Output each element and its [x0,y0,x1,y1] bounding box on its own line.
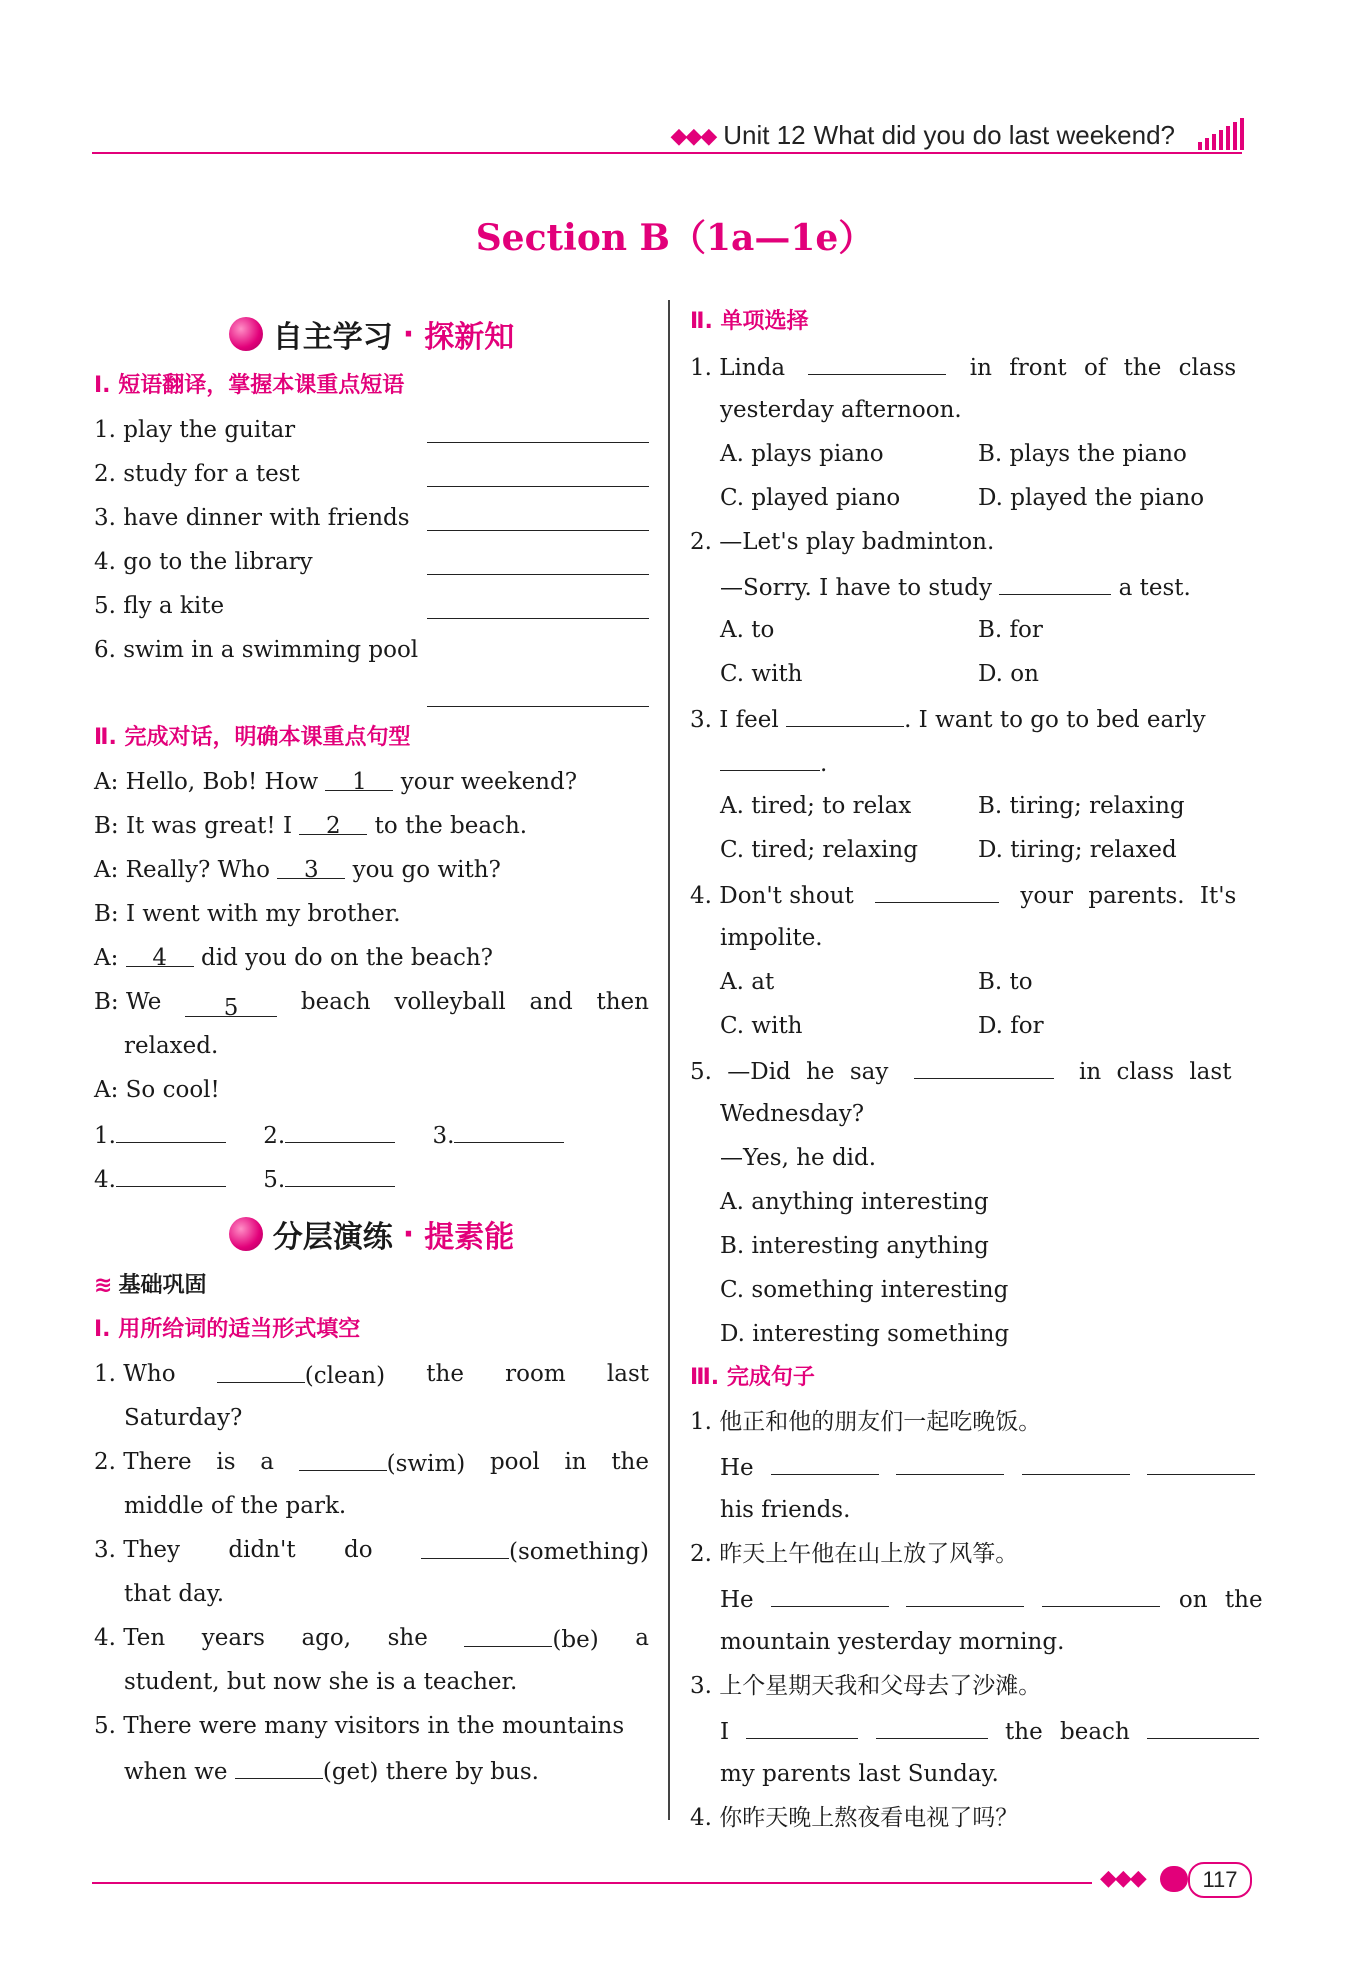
answer-blank[interactable] [427,590,649,619]
banner-practice [94,1204,649,1264]
answer-blank[interactable] [771,1576,889,1607]
fill-question-cont: Saturday? [124,1405,243,1431]
answer-blank[interactable] [808,344,946,375]
section-title: Section B（1a—1e） [475,217,875,259]
answer-blank[interactable] [914,1048,1054,1079]
page-ornament-icon [1160,1866,1188,1892]
answer-blank[interactable]: 1 [325,760,393,791]
fill-question-cont: that day. [124,1581,225,1607]
sentence-answer-cont: his friends. [720,1497,851,1523]
mc-options [690,608,1250,652]
mc-options [690,432,1250,476]
option[interactable]: D. tiring; relaxed [978,837,1177,863]
answer-blank[interactable] [427,458,649,487]
phrase-item-blank [94,672,649,716]
banner-highlight: 提素能 [424,1220,515,1255]
answer-blank[interactable] [116,1112,226,1143]
option[interactable]: A. plays piano [720,441,884,467]
answer-blank[interactable] [771,1444,879,1475]
fill-question: 1. Who (clean) the room last [94,1352,649,1396]
answer-blank[interactable] [116,1156,226,1187]
option[interactable]: C. tired; relaxing [720,837,918,863]
option[interactable]: B. to [978,969,1033,995]
sentence-answer-cont: my parents last Sunday. [720,1761,999,1787]
dialogue-line: B: It was great! I 2 to the beach. [94,804,649,848]
dialogue-line: A: Really? Who 3 you go with? [94,848,649,892]
fill-title: Ⅰ. 用所给词的适当形式填空 [94,1317,361,1342]
option[interactable]: D. on [978,661,1039,687]
fill-question: 3. They didn't do (something) [94,1528,649,1572]
right-column [690,300,1263,1840]
answer-blank[interactable] [906,1576,1024,1607]
sentence-answer: He [690,1444,1250,1488]
banner-highlight: 探新知 [424,320,515,355]
answer-blank[interactable] [464,1616,552,1647]
mc-question: 5. —Did he say in class last [690,1048,1250,1092]
banner-self-study [94,304,649,364]
answer-blank[interactable] [999,564,1111,595]
mc-question: 1. Linda in front of the class [690,344,1250,388]
left-column [94,300,649,1792]
option[interactable]: C. played piano [720,485,901,511]
mc-options [690,784,1250,828]
option[interactable]: D. for [978,1013,1044,1039]
answer-blank[interactable] [235,1748,323,1779]
option[interactable]: B. interesting anything [720,1233,989,1259]
option[interactable]: B. for [978,617,1043,643]
sentence-answer: He on the [690,1576,1250,1620]
option[interactable]: C. with [720,661,803,687]
mc-options [690,828,1250,872]
mc-question-cont: Wednesday? [720,1101,865,1127]
answer-blank[interactable] [876,1708,988,1739]
option[interactable]: A. to [720,617,775,643]
answer-blank[interactable]: 4 [126,936,194,967]
answer-blank[interactable] [1042,1576,1160,1607]
mc-question: 4. Don't shout your parents. It's [690,872,1250,916]
option[interactable]: B. tiring; relaxing [978,793,1185,819]
banner-dot: · [402,1216,415,1252]
phrase-item: 5. fly a kite [94,584,649,628]
answer-blank[interactable] [720,740,820,771]
mc-options [690,960,1250,1004]
mc-question: 3. I feel . I want to go to bed early [690,696,1250,740]
answer-row: 1. 2. 3. [94,1112,649,1156]
part2-title: Ⅱ. 完成对话，明确本课重点句型 [94,725,411,750]
dialogue-line: B: I went with my brother. [94,901,401,927]
pink-ball-icon [229,1217,263,1251]
answer-blank[interactable] [427,414,649,443]
answer-blank[interactable] [786,696,904,727]
sentence-chinese: 1. 他正和他的朋友们一起吃晚饭。 [690,1409,1042,1435]
mc-question-cont: . [690,740,1250,784]
mc-question-cont: yesterday afternoon. [720,397,962,423]
answer-blank[interactable] [427,502,649,531]
dialogue-line: A: So cool! [94,1077,220,1103]
basic-consolidation-heading: ≋ 基础巩固 [94,1264,649,1308]
diamond-arrows-icon: ◆◆◆ [1100,1866,1145,1891]
unit-label: Unit 12 [723,120,806,150]
answer-blank[interactable] [454,1112,564,1143]
phrase-item: 3. have dinner with friends [94,496,649,540]
dialogue-line: A: Hello, Bob! How 1 your weekend? [94,760,649,804]
answer-blank[interactable] [1022,1444,1130,1475]
mc-options [690,1004,1250,1048]
mc-title: Ⅱ. 单项选择 [690,309,809,334]
answer-blank[interactable]: 5 [185,986,277,1017]
answer-blank[interactable] [285,1112,395,1143]
header-rule [92,152,1242,154]
answer-blank[interactable] [875,872,999,903]
page-number: 117 [1188,1862,1252,1898]
option[interactable]: C. with [720,1013,803,1039]
answer-row: 4. 5. [94,1156,649,1200]
fill-question: 4. Ten years ago, she (be) a [94,1616,649,1660]
column-divider [668,300,670,1820]
option[interactable]: C. something interesting [720,1277,1009,1303]
answer-blank[interactable] [421,1528,509,1559]
phrase-item: 2. study for a test [94,452,649,496]
option[interactable]: A. anything interesting [720,1189,989,1215]
mc-question-cont: —Yes, he did. [720,1145,877,1171]
answer-blank[interactable] [746,1708,858,1739]
mc-question-cont: impolite. [720,925,823,951]
answer-blank[interactable]: 2 [299,804,367,835]
signal-bars-icon [1198,118,1244,150]
answer-blank[interactable] [896,1444,1004,1475]
fill-question-cont: middle of the park. [124,1493,347,1519]
sentence-answer-cont: mountain yesterday morning. [720,1629,1065,1655]
sentence-title: Ⅲ. 完成句子 [690,1365,815,1390]
footer-rule [92,1882,1092,1884]
banner-text: 自主学习 [272,320,393,355]
option[interactable]: D. interesting something [720,1321,1010,1347]
sentence-chinese: 4. 你昨天晚上熬夜看电视了吗？ [690,1805,1019,1831]
sentence-chinese: 3. 上个星期天我和父母去了沙滩。 [690,1673,1042,1699]
answer-blank[interactable] [1147,1444,1255,1475]
phrase-item: 1. play the guitar [94,408,649,452]
banner-text: 分层演练 [272,1220,393,1255]
fill-question-cont: student, but now she is a teacher. [124,1669,518,1695]
sentence-chinese: 2. 昨天上午他在山上放了风筝。 [690,1541,1019,1567]
phrase-item: 4. go to the library [94,540,649,584]
unit-title: What did you do last weekend? [813,120,1175,150]
mc-question-cont: —Sorry. I have to study a test. [690,564,1250,608]
running-header [671,120,1176,151]
answer-blank[interactable] [299,1440,387,1471]
option[interactable]: A. tired; to relax [720,793,912,819]
fill-question: 2. There is a (swim) pool in the [94,1440,649,1484]
dialogue-line: A: 4 did you do on the beach? [94,936,649,980]
answer-blank[interactable] [427,546,649,575]
mc-options [690,652,1250,696]
mc-question: 2. —Let's play badminton. [690,529,995,555]
banner-dot: · [402,316,415,352]
fill-question: 5. There were many visitors in the mountains [94,1713,625,1739]
answer-blank[interactable] [217,1352,305,1383]
option[interactable]: D. played the piano [978,485,1205,511]
pink-ball-icon [229,317,263,351]
book-stack-icon: ≋ [94,1273,113,1298]
mc-options [690,476,1250,520]
answer-blank[interactable]: 3 [277,848,345,879]
answer-blank[interactable] [1147,1708,1259,1739]
answer-blank[interactable] [285,1156,395,1187]
phrase-item: 6. swim in a swimming pool [94,637,419,663]
sentence-answer: I the beach [690,1708,1250,1752]
fill-question-cont: when we (get) there by bus. [94,1748,649,1792]
dialogue-line: B: We 5 beach volleyball and then [94,980,649,1024]
part1-title: Ⅰ. 短语翻译，掌握本课重点短语 [94,373,405,398]
diamond-arrows-icon: ◆◆◆ [670,122,716,148]
dialogue-line: relaxed. [124,1033,219,1059]
option[interactable]: B. plays the piano [978,441,1187,467]
answer-blank[interactable] [427,678,649,707]
option[interactable]: A. at [720,969,775,995]
